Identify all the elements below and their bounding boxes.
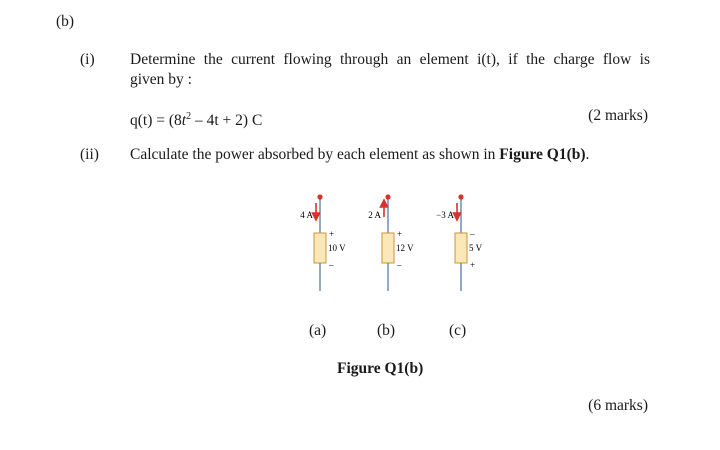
element-a-top-sign: + [329, 229, 335, 239]
subfigure-label-a: (a) [309, 322, 327, 339]
part-ii-label: (ii) [80, 146, 99, 163]
part-i-text-line2: given by : [130, 71, 192, 88]
part-i-text-line1: Determine the current flowing through an element i(t), if the charge flow is [130, 51, 650, 68]
part-ii-marks: (6 marks) [588, 397, 648, 414]
element-b-voltage: 12 V [396, 243, 414, 253]
element-a-terminal [317, 194, 322, 199]
element-a-voltage: 10 V [328, 243, 346, 253]
element-b-top-sign: + [397, 229, 403, 239]
element-c-terminal [458, 194, 463, 199]
element-c-current: −3 A [436, 210, 454, 220]
figure-reference: Figure Q1(b) [499, 146, 586, 163]
part-ii-text [130, 145, 589, 165]
element-b-body [382, 233, 394, 263]
part-ii-text-after: . [585, 146, 590, 163]
subfigure-label-c: (c) [449, 322, 467, 339]
equation-lhs: q(t) = (8 [130, 112, 182, 130]
figure-caption: Figure Q1(b) [337, 360, 424, 377]
section-label: (b) [56, 13, 75, 30]
element-c [436, 194, 482, 291]
equation-variable: t [181, 112, 187, 130]
element-a-body [314, 233, 326, 263]
element-a-bottom-sign: – [329, 260, 334, 270]
element-c-body [455, 233, 467, 263]
element-b-current: 2 A [368, 210, 381, 220]
subfigure-label-b: (b) [377, 322, 396, 339]
part-i-label: (i) [80, 51, 95, 68]
element-c-top-sign: – [470, 229, 475, 239]
part-i-marks: (2 marks) [588, 107, 648, 124]
element-b-bottom-sign: – [397, 260, 402, 270]
part-ii-text-before: Calculate the power absorbed by each element as shown in [130, 146, 500, 163]
element-a-current: 4 A [300, 210, 313, 220]
element-b [368, 194, 414, 291]
element-c-voltage: 5 V [469, 243, 483, 253]
equation-exponent: 2 [186, 111, 192, 122]
element-c-bottom-sign: + [470, 260, 476, 270]
equation-rest: – 4t + 2) C [191, 112, 263, 130]
element-b-terminal [385, 194, 390, 199]
charge-equation [130, 107, 262, 131]
element-a [300, 194, 346, 291]
